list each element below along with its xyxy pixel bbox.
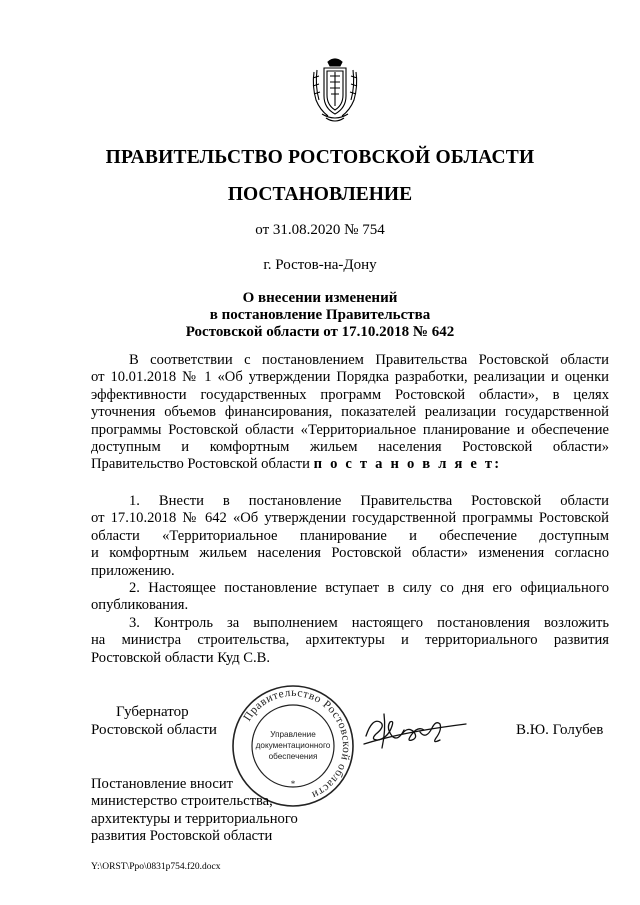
text-line: от 10.01.2018 № 1 «Об утверждении Порядка разработки, реализации и оценки bbox=[91, 369, 609, 386]
title-line: О внесении изменений bbox=[242, 290, 398, 306]
clause-line: 2. Настоящее постановление вступает в силу со дня его официального bbox=[129, 580, 609, 597]
organization-name: ПРАВИТЕЛЬСТВО РОСТОВСКОЙ ОБЛАСТИ bbox=[105, 147, 535, 168]
submitter-line: министерство строительства, bbox=[91, 793, 273, 810]
clauses-section bbox=[91, 493, 609, 667]
clause-line: области «Территориальное планирование и обеспечение доступным bbox=[91, 527, 609, 544]
clause-line: 3. Контроль за выполнением настоящего постановления возложить bbox=[129, 614, 609, 631]
text-line: доступным и комфортным жильем населения Ростовской области» bbox=[91, 439, 609, 456]
text-line: программы Ростовской области «Территориальное планирование и обеспечение bbox=[91, 421, 609, 438]
coat-of-arms-icon bbox=[310, 56, 360, 124]
submitter-line: Постановление вносит bbox=[91, 776, 234, 792]
stamp-inner-line: Управление bbox=[270, 730, 316, 739]
city: г. Ростов-на-Дону bbox=[263, 257, 377, 273]
clause-line: на министра строительства, архитектуры и территориального развития bbox=[91, 632, 609, 649]
preamble-paragraph bbox=[91, 352, 609, 474]
submitter-line: развития Ростовской области bbox=[91, 828, 273, 845]
title-line: в постановление Правительства bbox=[209, 307, 431, 323]
text-line: уточнения объемов финансирования, показателей реализации государственной bbox=[91, 404, 609, 421]
text-line: В соответствии с постановлением Правительства Ростовской области bbox=[129, 352, 609, 368]
signatory-position: Губернатор bbox=[116, 704, 189, 720]
decree-word: п о с т а н о в л я е т: bbox=[313, 456, 502, 473]
stamp-inner-line: документационного bbox=[255, 741, 331, 750]
clause-line: опубликования. bbox=[91, 597, 189, 614]
text-line bbox=[91, 456, 609, 473]
document-title bbox=[0, 290, 640, 341]
signer-name: В.Ю. Голубев bbox=[516, 722, 604, 738]
clause-line: приложению. bbox=[91, 562, 175, 579]
submitter-block bbox=[91, 776, 298, 846]
handwritten-signature bbox=[362, 710, 470, 752]
stamp-inner-line: обеспечения bbox=[268, 752, 318, 761]
decree-subject: Правительство Ростовской области bbox=[91, 456, 310, 473]
date-number: от 31.08.2020 № 754 bbox=[255, 222, 385, 238]
svg-text:*: * bbox=[290, 779, 296, 789]
file-path: Y:\ORST\Ppo\0831p754.f20.docx bbox=[91, 862, 221, 872]
clause-line: от 17.10.2018 № 642 «Об утверждении государственной программы Ростовской bbox=[91, 510, 609, 527]
document-type: ПОСТАНОВЛЕНИЕ bbox=[227, 184, 413, 205]
clause-line: 1. Внести в постановление Правительства Ростовской области bbox=[129, 493, 609, 509]
title-line: Ростовской области от 17.10.2018 № 642 bbox=[185, 324, 455, 340]
submitter-line: архитектуры и территориального bbox=[91, 810, 298, 827]
stamp-outer-text: Правительство Ростовской области bbox=[241, 686, 353, 802]
text-line: эффективности государственных программ Ростовской области», в целях bbox=[91, 386, 609, 403]
clause-line: Ростовской области Куд С.В. bbox=[91, 649, 271, 666]
signatory-region: Ростовской области bbox=[91, 722, 217, 738]
clause-line: и комфортным жильем населения Ростовской области» изменения согласно bbox=[91, 545, 609, 562]
